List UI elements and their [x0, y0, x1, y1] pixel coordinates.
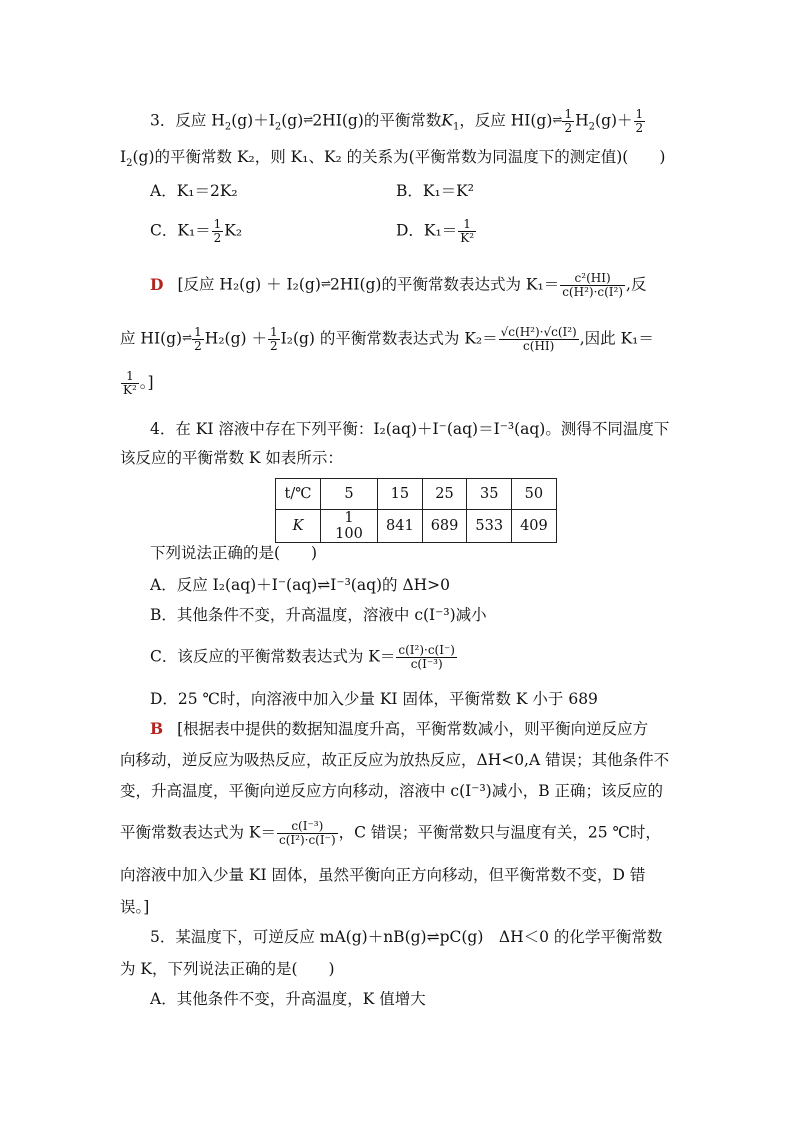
q4-explanation-line6: 误。] [120, 898, 150, 916]
table-cell: 689 [422, 510, 467, 543]
q5-stem-line2: 为 K，下列说法正确的是( ) [120, 960, 335, 978]
q3-option-a: A．K₁＝2K₂ [150, 182, 238, 200]
equilibrium-arrow: ⇌ [303, 112, 313, 127]
table-cell: 841 [378, 510, 423, 543]
q4-option-d: D．25 ℃时，向溶液中加入少量 KI 固体，平衡常数 K 小于 689 [150, 690, 598, 708]
table-cell: 15 [378, 479, 423, 510]
table-header-row [276, 479, 557, 510]
q4-option-b: B．其他条件不变，升高温度，溶液中 c(I⁻³)减小 [150, 606, 487, 624]
q4-explanation-line3: 变，升高温度，平衡向逆反应方向移动，溶液中 c(I⁻³)减小，B 正确；该反应的 [120, 782, 664, 800]
table-cell: 5 [321, 479, 378, 510]
q3-answer: D [150, 274, 164, 294]
table-cell: 25 [422, 479, 467, 510]
q5-stem-line1: 5．某温度下，可逆反应 mA(g)＋nB(g)⇌pC(g) ΔH＜0 的化学平衡常数 [150, 928, 663, 946]
q4-explanation-line5: 向溶液中加入少量 KI 固体，虽然平衡向正方向移动，但平衡常数不变，D 错 [120, 866, 646, 884]
table-cell: 1 100 [321, 510, 378, 543]
q3-option-b: B．K₁＝K² [396, 182, 474, 200]
q4-explanation-line2: 向移动，逆反应为吸热反应，故正反应为放热反应，ΔH<0,A 错误；其他条件不 [120, 751, 670, 769]
q4-explanation-line4: 平衡常数表达式为 K＝ $\frac{\text{c(I⁻³)}}{\text{c(I²)·c(I⁻)}}$ ，C 错误；平衡常数只与温度有关，25 ℃时， [120, 819, 661, 847]
q5-option-a: A．其他条件不变，升高温度，K 值增大 [150, 990, 426, 1008]
q4-option-c: C．该反应的平衡常数表达式为 K＝ $\frac{\text{c(I²)·c(I⁻)}}{\text{c(I⁻³)}}$ [150, 643, 455, 671]
table-cell: K [276, 510, 321, 543]
table-cell: 409 [512, 510, 557, 543]
table-cell: 35 [467, 479, 512, 510]
q3-option-c: C．K₁＝ $\frac{1}{2}$ K₂ [150, 217, 243, 245]
table-row [276, 510, 557, 543]
q3-explanation-line1: D [反应 H₂(g) ＋ I₂(g)⇌2HI(g)的平衡常数表达式为 K₁＝ $\frac{\text{c²(HI)}}{\text{c(H²)·c(I²)}}$ ,反 [150, 271, 647, 299]
q3-stem-line1: 3．反应 $H_2(g)+I_2(g)\rightleftharpoons 2HI(g)$的平衡常数$K_1$，反应 HI(g)⇌ $\frac{1}{2}$ $H_2(g)+$ $\frac{1}{2}$ [150, 107, 644, 135]
table-cell: 533 [467, 510, 512, 543]
q3-explanation-line3: $\frac{1}{\text{K²}}$ 。] [123, 369, 154, 397]
fraction-half: $\frac{1}{2}$ [564, 107, 573, 135]
q4-explanation-line1: B [根据表中提供的数据知温度升高，平衡常数减小，则平衡向逆反应方 [150, 719, 649, 738]
q4-stem-line2: 该反应的平衡常数 K 如表所示： [120, 449, 343, 467]
table-cell: 50 [512, 479, 557, 510]
q3-option-d: D．K₁＝ $\frac{1}{\text{K²}}$ [396, 217, 475, 245]
q4-answer: B [150, 719, 164, 738]
q3-stem-line2: $I_2(g)$的平衡常数 K₂，则 K₁、K₂ 的关系为(平衡常数为同温度下的测定值)( ) [120, 148, 666, 170]
table-cell: t/℃ [276, 479, 321, 510]
q4-option-a: A．反应 I₂(aq)＋I⁻(aq)⇌I⁻³(aq)的 ΔH>0 [150, 576, 451, 594]
fraction-half: $\frac{1}{2}$ [635, 107, 644, 135]
q4-prompt: 下列说法正确的是( ) [150, 544, 318, 562]
q4-stem-line1: 4．在 KI 溶液中存在下列平衡：I₂(aq)＋I⁻(aq)＝I⁻³(aq)。测得不同温度下 [150, 420, 670, 438]
q3-explanation-line2: 应 HI(g)⇌ $\frac{1}{2}$ H₂(g) ＋ $\frac{1}{2}$ I₂(g) 的平衡常数表达式为 K₂＝ $\frac{\text{√c(H²)·√c(I²)}}{c(HI)}$ ,因此 K₁＝ [120, 325, 654, 353]
equilibrium-constant-table [275, 478, 557, 543]
